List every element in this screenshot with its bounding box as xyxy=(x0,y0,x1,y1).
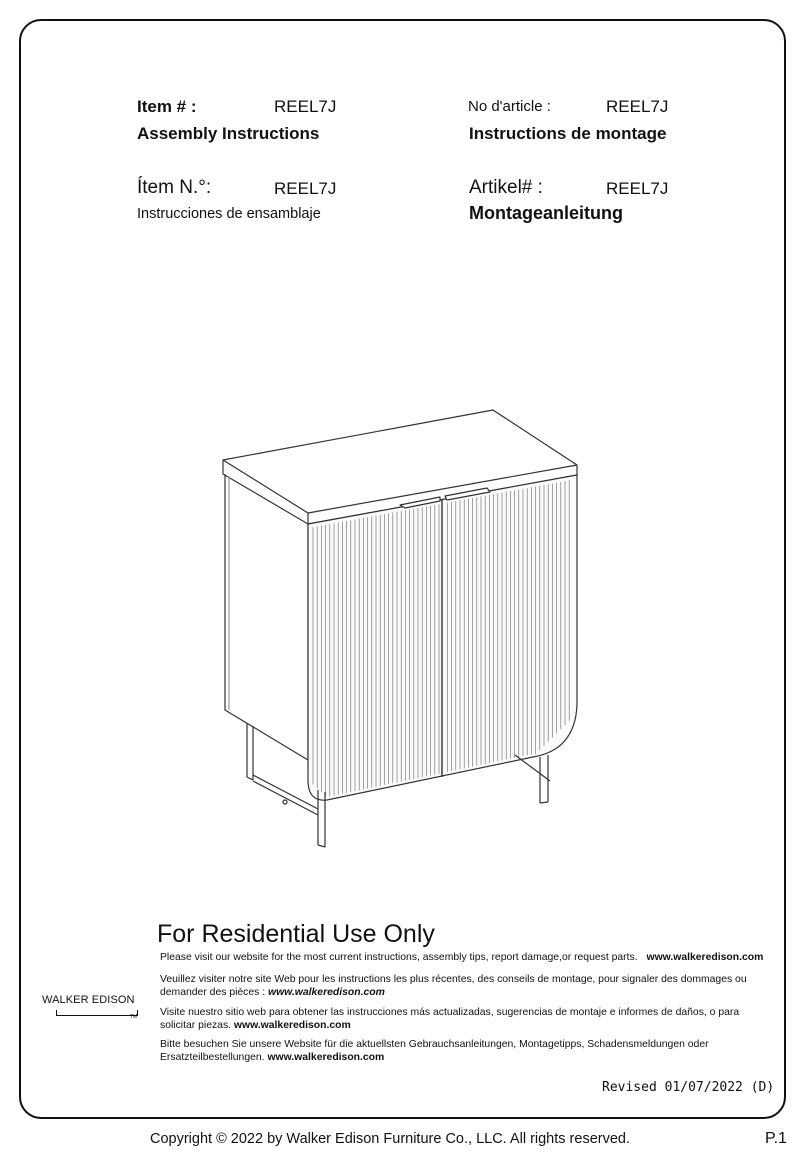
notice-en-text: Please visit our website for the most current instructions, assembly tips, report damage,or request parts. xyxy=(160,952,638,963)
es-title: Instrucciones de ensamblaje xyxy=(137,206,321,222)
fr-item-value: REEL7J xyxy=(606,97,669,116)
notice-de-paragraph xyxy=(160,1039,766,1064)
notice-fr-text: Veuillez visiter notre site Web pour les instructions les plus récentes, des conseils de montage, pour signaler des dommages ou demander des pièces : xyxy=(160,974,747,998)
copyright-notice: Copyright © 2022 by Walker Edison Furniture Co., LLC. All rights reserved. xyxy=(150,1131,630,1147)
en-item-label: Item # : xyxy=(137,97,197,116)
notice-en-url[interactable]: www.walkeredison.com xyxy=(646,952,764,963)
notice-en-paragraph xyxy=(160,952,766,965)
notice-es-text: Visite nuestro sitio web para obtener las instrucciones más actualizadas, sugerencias de montaje e informes de daños, o para solicitar piezas. xyxy=(160,1007,740,1031)
de-title: Montageanleitung xyxy=(469,203,623,223)
en-title: Assembly Instructions xyxy=(137,124,320,143)
revision-date: Revised 01/07/2022 (D) xyxy=(602,1080,775,1095)
en-item-value: REEL7J xyxy=(274,97,337,116)
es-item-label: Ítem N.°: xyxy=(137,177,212,198)
es-item-value: REEL7J xyxy=(274,179,337,198)
walker-edison-logo xyxy=(40,990,140,1022)
fr-item-label: No d'article : xyxy=(468,98,551,115)
residential-use-heading: For Residential Use Only xyxy=(157,920,435,948)
notice-es-url[interactable]: www.walkeredison.com xyxy=(233,1019,351,1031)
logo-underline-bracket xyxy=(56,1010,138,1016)
cabinet-leg-back-left xyxy=(247,723,253,780)
logo-trademark: TM xyxy=(130,1014,138,1020)
notice-es-paragraph xyxy=(160,1007,766,1032)
cabinet-illustration xyxy=(215,405,595,855)
fr-title: Instructions de montage xyxy=(469,124,667,143)
logo-wordmark: WALKER EDISON xyxy=(42,994,135,1006)
notice-fr-paragraph xyxy=(160,974,766,999)
notice-de-url[interactable]: www.walkeredison.com xyxy=(267,1051,385,1063)
de-item-label: Artikel# : xyxy=(469,177,543,198)
page-number: P.1 xyxy=(765,1130,787,1147)
de-item-value: REEL7J xyxy=(606,179,669,198)
notice-fr-url[interactable]: www.walkeredison.com xyxy=(268,986,385,998)
notice-de-text: Bitte besuchen Sie unsere Website für die aktuellsten Gebrauchsanleitungen, Montagetipps, Schadensmeldungen oder Ersatzteilbestellungen. xyxy=(160,1039,709,1063)
